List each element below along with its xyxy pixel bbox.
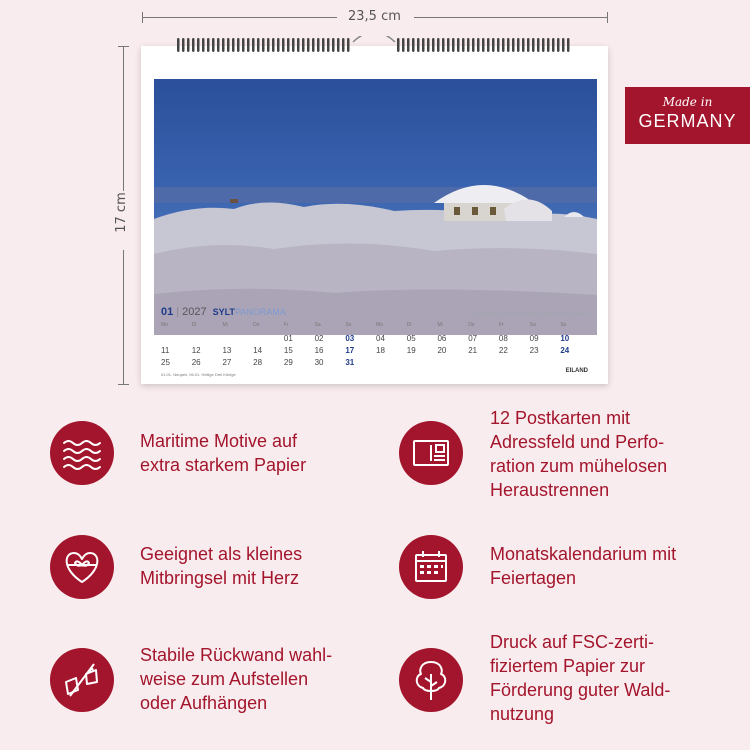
weekday-label: Mi [437,322,443,328]
calendar-day: 26 [191,358,201,367]
week-row-1 [161,334,591,343]
made-in-label: Made in [662,95,713,109]
calendar-year: 2027 [182,306,207,318]
brand-name-part2: PANORAMA [234,307,286,317]
weekday-label: Sa [314,322,321,328]
calendar-day [437,358,468,367]
week-row-2 [161,346,591,355]
calendar-day: 04 [376,334,385,343]
calendar-day: 25 [161,358,170,367]
weekday-label: Fr [498,322,504,328]
calendar-photo [154,79,597,335]
calendar-day [560,358,591,367]
calendar-day: 13 [222,346,232,355]
brand-name-part1: SYLT [212,307,235,317]
width-dimension-label: 23,5 cm [348,9,401,24]
stand-hang-icon [50,648,114,712]
calendar-day: 31 [345,358,355,367]
calendar-day: 30 [314,358,324,367]
calendar-title: 01 | 2027 SYLTPANORAMA [161,306,286,318]
wall-calendar [141,46,608,384]
weekday-label: Di [406,322,412,328]
tree-icon [399,648,463,712]
weekday-label: Do [468,322,475,328]
feature-text-gift: Geeignet als kleines Mitbringsel mit Herz [140,544,303,588]
calendar-day: 11 [161,346,170,355]
calendar-day: 21 [468,346,478,355]
weekday-label: Mi [222,322,228,328]
calendar-day [407,358,438,367]
calendar-grid-icon [399,535,463,599]
publisher-logo: EILAND [565,368,588,374]
calendar-day: 14 [253,346,263,355]
calendar-day [376,358,407,367]
width-dimension-tick-left [142,12,143,23]
calendar-day: 03 [345,334,355,343]
heart-gift-icon [50,535,114,599]
week-row-3 [161,358,591,367]
calendar-day [468,358,499,367]
feature-text-calendarium: Monatskalendarium mit Feiertagen [490,544,677,588]
calendar-day [253,334,284,343]
photo-credit: Morgenglung – vorm Haus Kliffende in Kampen © Maria Jonson [474,311,588,316]
spiral-binding [141,36,608,58]
calendar-day [222,334,253,343]
calendar-day: 19 [406,346,416,355]
height-dimension-line-top [123,46,124,191]
made-in-germany-badge [625,87,750,144]
weekday-label: Mo [161,322,168,328]
calendar-day: 18 [376,346,385,355]
dune-landscape-illustration [154,79,597,335]
weekday-label: Sa [529,322,536,328]
weekday-label: So [560,322,567,328]
calendar-day: 10 [560,334,570,343]
holidays-note: 01.01. Neujahr, 06.01. Heilige Drei Könige [161,372,236,377]
feature-text-fsc: Druck auf FSC-zerti- fiziertem Papier zur Förderung guter Wald- nutzung [490,632,671,724]
waves-icon [50,421,114,485]
calendar-day: 23 [529,346,539,355]
calendar-day: 05 [406,334,416,343]
weekday-header-row [161,322,591,328]
width-dimension-line-right [414,17,608,18]
calendar-day: 29 [283,358,293,367]
weekday-label: Do [253,322,260,328]
weekday-label: Mo [376,322,383,328]
height-dimension-tick-bottom [118,384,129,385]
calendar-day [499,358,530,367]
calendar-day: 06 [437,334,447,343]
feature-text-maritime: Maritime Motive auf extra starkem Papier [140,431,307,475]
calendar-day: 01 [283,334,293,343]
calendar-day: 27 [222,358,232,367]
calendar-day: 12 [191,346,201,355]
weekday-label: So [345,322,352,328]
calendar-day: 08 [498,334,508,343]
height-dimension-label: 17 cm [113,192,129,233]
feature-text-postcards: 12 Postkarten mit Adressfeld und Perfo- ration zum mühelosen Heraustrennen [490,408,668,500]
calendar-day: 07 [468,334,478,343]
calendar-month: 01 [161,306,174,318]
calendar-day: 20 [437,346,447,355]
calendar-day: 16 [314,346,324,355]
calendar-day: 09 [529,334,539,343]
calendar-day: 28 [253,358,263,367]
calendar-day [192,334,223,343]
feature-text-backboard: Stabile Rückwand wahl- weise zum Aufstellen oder Aufhängen [140,645,333,713]
height-dimension-line-bottom [123,250,124,384]
weekday-label: Di [191,322,197,328]
calendar-day: 17 [345,346,355,355]
calendar-day: 02 [314,334,324,343]
height-dimension-tick-top [118,46,129,47]
weekday-label: Fr [283,322,289,328]
country-label: GERMANY [638,111,737,131]
width-dimension-line-left [142,17,337,18]
calendar-day: 22 [498,346,508,355]
calendar-day [161,334,192,343]
calendar-day [530,358,561,367]
calendar-day: 15 [283,346,293,355]
calendar-day: 24 [560,346,570,355]
width-dimension-tick-right [607,12,608,23]
postcard-icon [399,421,463,485]
